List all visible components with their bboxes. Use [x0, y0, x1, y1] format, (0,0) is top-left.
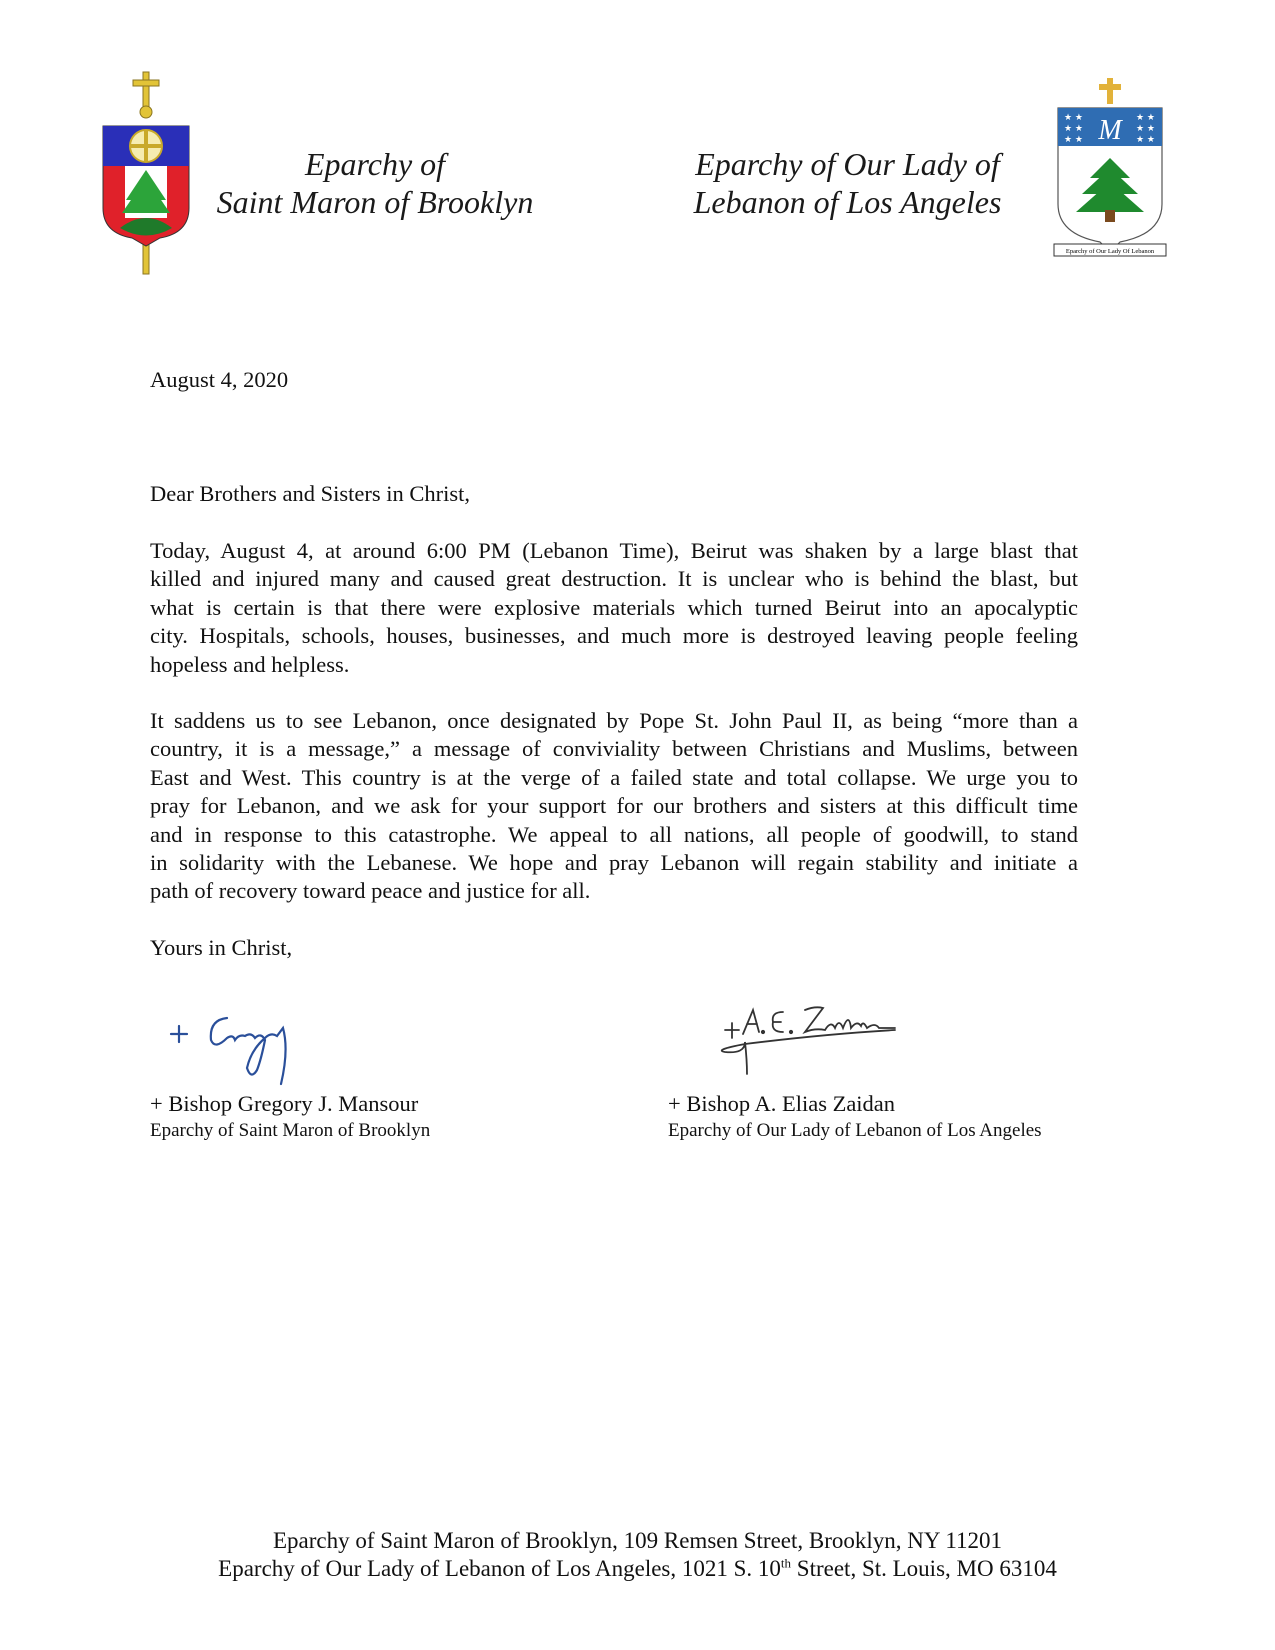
closing: Yours in Christ, [150, 935, 293, 960]
svg-text:★ ★: ★ ★ [1136, 135, 1155, 145]
svg-text:★ ★: ★ ★ [1136, 113, 1155, 123]
left-title-line-1: Eparchy of [304, 146, 446, 182]
footer-address-los-angeles [0, 1555, 1275, 1583]
paragraph-1 [150, 537, 1078, 679]
crest-banner-text: Eparchy of Our Lady Of Lebanon [1065, 248, 1155, 255]
text-line: pray for Lebanon, and we ask for your support for our brothers and sisters at this difficult time [150, 793, 1078, 819]
text-line: city. Hospitals, schools, houses, businesses, and much more is destroyed leaving people feeling [150, 623, 1078, 649]
signatory-1-name: + Bishop Gregory J. Mansour [150, 1091, 419, 1116]
footer-address-part: Street, St. Louis, MO 63104 [791, 1556, 1057, 1581]
right-eparchy-title [670, 145, 1025, 221]
los-angeles-eparchy-crest [1050, 74, 1170, 270]
crest-letter: M [1098, 115, 1122, 146]
salutation: Dear Brothers and Sisters in Christ, [150, 481, 470, 506]
brooklyn-eparchy-crest [100, 68, 192, 278]
text-line: country, it is a message,” a message of conviviality between Christians and Muslims, between [150, 736, 1078, 762]
signatory-2-eparchy: Eparchy of Our Lady of Lebanon of Los Angeles [668, 1120, 1042, 1141]
svg-text:★ ★: ★ ★ [1064, 135, 1083, 145]
left-title-line-2: Saint Maron of Brooklyn [216, 184, 534, 220]
text-line: Today, August 4, at around 6:00 PM (Lebanon Time), Beirut was shaken by a large blast that [150, 538, 1078, 563]
text-line: and in response to this catastrophe. We appeal to all nations, all people of goodwill, to stand [150, 821, 1078, 847]
svg-text:★ ★: ★ ★ [1064, 113, 1083, 123]
text-line: what is certain is that there were explosive materials which turned Beirut into an apocalyptic [150, 594, 1078, 620]
footer-ordinal-suffix: th [780, 1555, 792, 1571]
text-line: hopeless and helpless. [150, 651, 350, 677]
text-line: in solidarity with the Lebanese. We hope and pray Lebanon will regain stability and initiate a [150, 850, 1078, 876]
footer-address-part: Eparchy of Our Lady of Lebanon of Los Angeles, 1021 S. 10 [218, 1556, 781, 1581]
text-line: killed and injured many and caused great destruction. It is unclear who is behind the blast, but [150, 566, 1078, 592]
left-eparchy-title [200, 145, 550, 221]
svg-text:★ ★: ★ ★ [1136, 124, 1155, 134]
signature-gregory [165, 1010, 325, 1090]
svg-text:★ ★: ★ ★ [1064, 124, 1083, 134]
footer-address-brooklyn: Eparchy of Saint Maron of Brooklyn, 109 Remsen Street, Brooklyn, NY 11201 [272, 1528, 1003, 1553]
signature-zaidan [705, 1000, 915, 1080]
paragraph-2 [150, 707, 1078, 906]
right-title-line-1: Eparchy of Our Lady of [695, 146, 1000, 182]
signatory-1-eparchy: Eparchy of Saint Maron of Brooklyn [150, 1120, 431, 1141]
right-title-line-2: Lebanon of Los Angeles [693, 184, 1002, 220]
signatory-2-name: + Bishop A. Elias Zaidan [668, 1091, 896, 1116]
text-line: It saddens us to see Lebanon, once designated by Pope St. John Paul II, as being “more than a [150, 708, 1078, 733]
text-line: East and West. This country is at the verge of a failed state and total collapse. We urge you to [150, 764, 1078, 790]
text-line: path of recovery toward peace and justice for all. [150, 878, 591, 904]
letter-date: August 4, 2020 [150, 367, 289, 392]
